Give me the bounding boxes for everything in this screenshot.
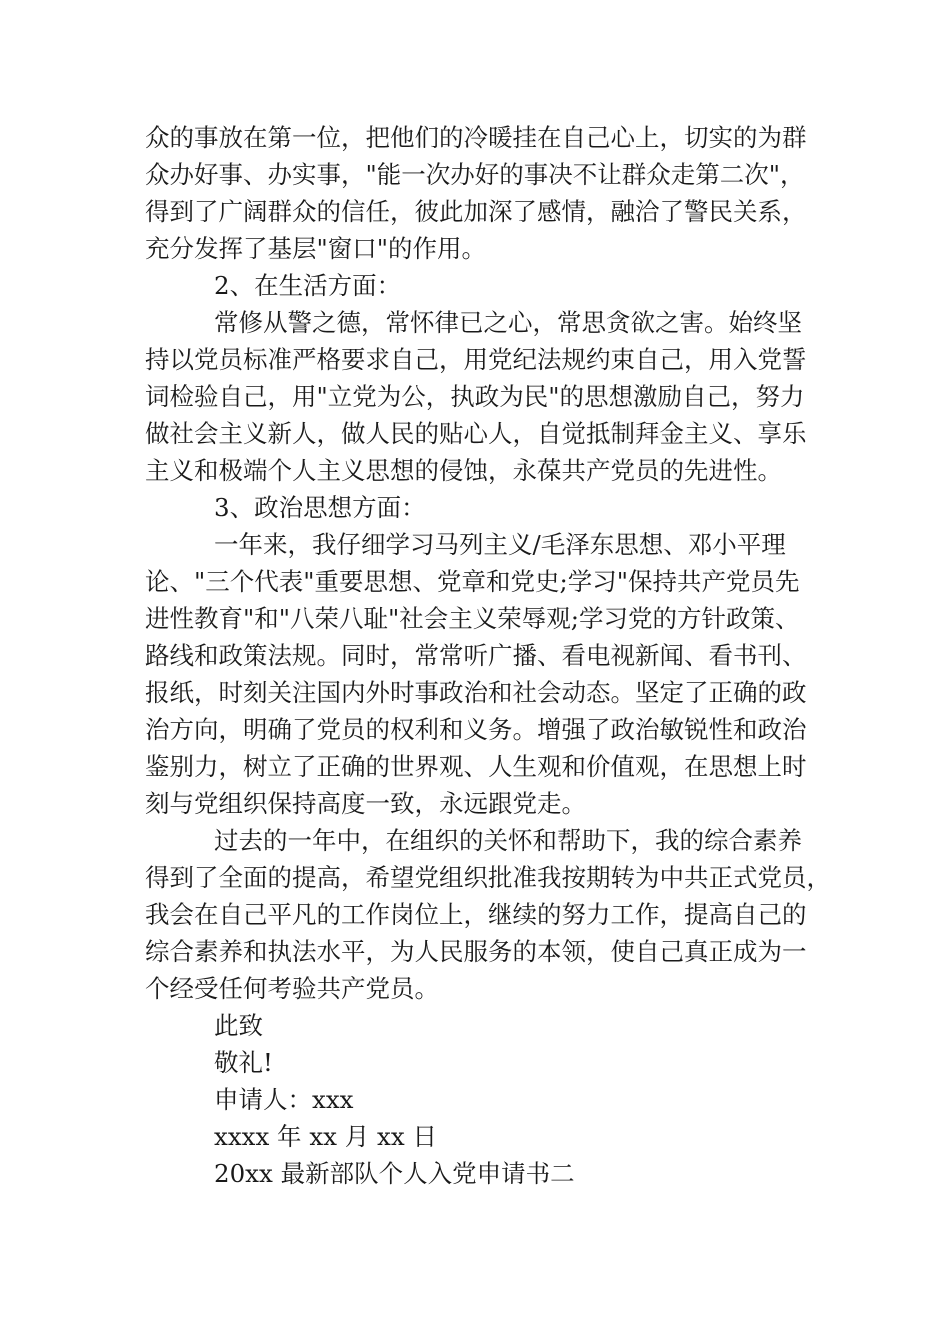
body-line: 鉴别力，树立了正确的世界观、人生观和价值观，在思想上时 bbox=[145, 752, 807, 781]
section-heading: 2、在生活方面： bbox=[214, 271, 402, 300]
body-line: 综合素养和执法水平，为人民服务的本领，使自己真正成为一 bbox=[145, 937, 807, 966]
date-line: xxxx 年 xx 月 xx 日 bbox=[214, 1122, 437, 1151]
body-line: 词检验自己，用"立党为公，执政为民"的思想激励自己，努力 bbox=[145, 382, 805, 411]
applicant-line: 申请人：xxx bbox=[214, 1085, 354, 1114]
body-line: 众办好事、办实事，"能一次办好的事决不让群众走第二次"， bbox=[145, 160, 805, 189]
closing-salutation: 此致 bbox=[214, 1011, 263, 1040]
body-line: 过去的一年中，在组织的关怀和帮助下，我的综合素养 bbox=[214, 826, 802, 855]
body-line: 持以党员标准严格要求自己，用党纪法规约束自己，用入党誓 bbox=[145, 345, 807, 374]
body-line: 个经受任何考验共产党员。 bbox=[145, 974, 439, 1003]
body-line: 常修从警之德，常怀律已之心，常思贪欲之害。始终坚 bbox=[214, 308, 802, 337]
body-line: 进性教育"和"八荣八耻"社会主义荣辱观;学习党的方针政策、 bbox=[145, 604, 800, 633]
body-line: 我会在自己平凡的工作岗位上，继续的努力工作，提高自己的 bbox=[145, 900, 807, 929]
closing-respect: 敬礼! bbox=[214, 1048, 273, 1077]
next-document-title: 20xx 最新部队个人入党申请书二 bbox=[214, 1159, 575, 1188]
body-line: 报纸，时刻关注国内外时事政治和社会动态。坚定了正确的政 bbox=[145, 678, 807, 707]
body-line: 路线和政策法规。同时，常常听广播、看电视新闻、看书刊、 bbox=[145, 641, 807, 670]
body-line: 众的事放在第一位，把他们的冷暖挂在自己心上，切实的为群 bbox=[145, 123, 807, 152]
body-line: 得到了全面的提高，希望党组织批准我按期转为中共正式党员， bbox=[145, 863, 831, 892]
body-line: 充分发挥了基层"窗口"的作用。 bbox=[145, 234, 487, 263]
body-line: 治方向，明确了党员的权利和义务。增强了政治敏锐性和政治 bbox=[145, 715, 807, 744]
body-line: 做社会主义新人，做人民的贴心人，自觉抵制拜金主义、享乐 bbox=[145, 419, 807, 448]
body-line: 一年来，我仔细学习马列主义/毛泽东思想、邓小平理 bbox=[214, 530, 786, 559]
body-line: 得到了广阔群众的信任，彼此加深了感情，融洽了警民关系， bbox=[145, 197, 807, 226]
body-line: 刻与党组织保持高度一致，永远跟党走。 bbox=[145, 789, 586, 818]
body-line: 论、"三个代表"重要思想、党章和党史;学习"保持共产党员先 bbox=[145, 567, 800, 596]
body-line: 主义和极端个人主义思想的侵蚀，永葆共产党员的先进性。 bbox=[145, 456, 782, 485]
section-heading: 3、政治思想方面： bbox=[214, 493, 426, 522]
